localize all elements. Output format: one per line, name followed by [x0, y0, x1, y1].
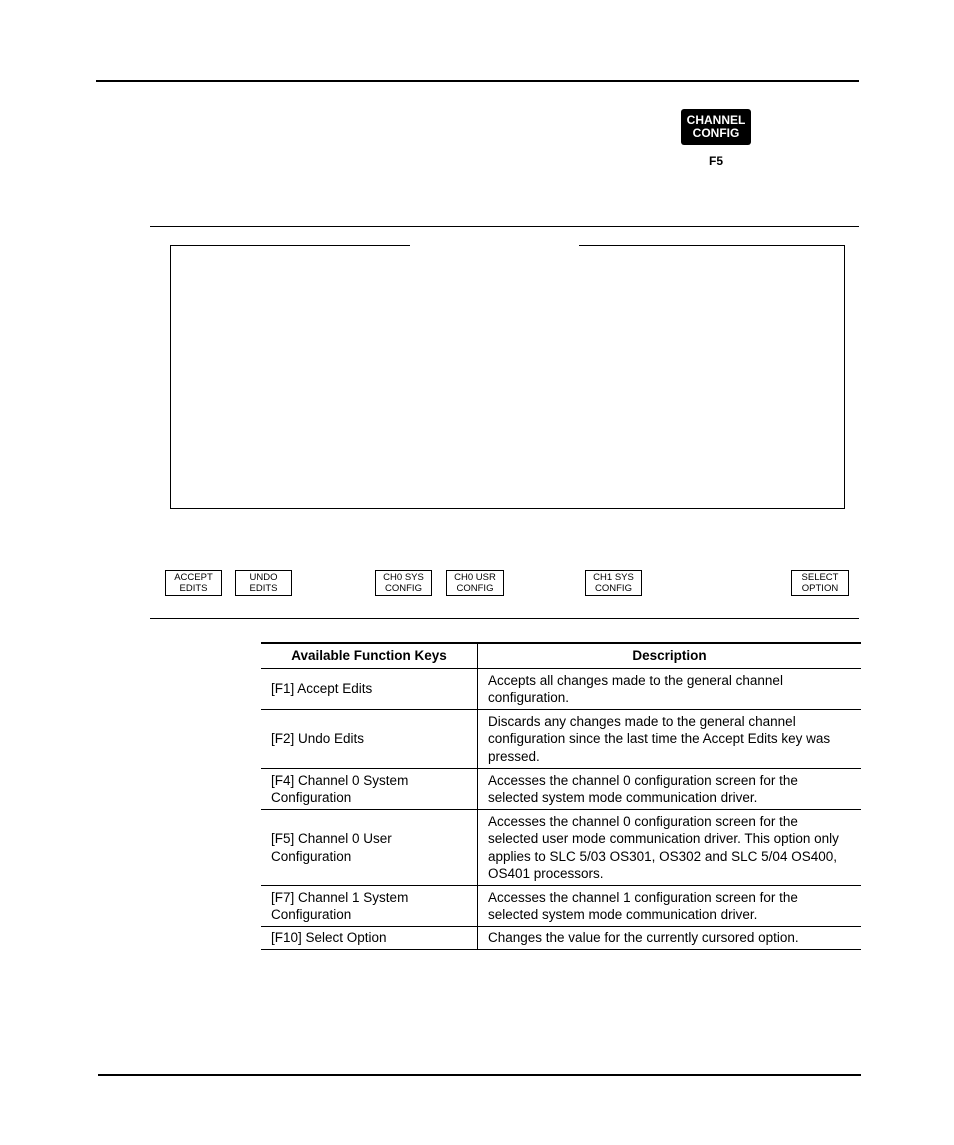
ch0-sys-config-key-line2: CONFIG: [385, 583, 422, 594]
ch1-sys-config-key-line2: CONFIG: [595, 583, 632, 594]
channel-config-key-line2: CONFIG: [692, 126, 740, 140]
description-cell: Accepts all changes made to the general channel configuration.: [478, 669, 862, 710]
description-cell: Accesses the channel 0 configuration screen for the selected user mode communication driver. This option only applies to SLC 5/03 OS301, OS302 and SLC 5/04 OS400, OS401 processors.: [478, 810, 862, 886]
accept-edits-key-line2: EDITS: [179, 583, 208, 594]
screen-top-rule: [150, 226, 859, 227]
table-row: [261, 886, 861, 927]
column-header-keys: Available Function Keys: [261, 643, 478, 669]
accept-edits-key[interactable]: [165, 570, 222, 596]
ch0-sys-config-key[interactable]: [375, 570, 432, 596]
description-cell: Accesses the channel 1 configuration screen for the selected system mode communication driver.: [478, 886, 862, 927]
function-key-cell: [F4] Channel 0 System Configuration: [261, 769, 478, 810]
channel-config-key[interactable]: [681, 109, 751, 145]
table-row: [261, 927, 861, 950]
footer-rule: [98, 1074, 861, 1076]
function-key-cell: [F7] Channel 1 System Configuration: [261, 886, 478, 927]
ch0-sys-config-key-line1: CH0 SYS: [383, 572, 424, 583]
ch0-usr-config-key[interactable]: [446, 570, 504, 596]
description-cell: Changes the value for the currently cursored option.: [478, 927, 862, 950]
screen-title-gap: [410, 243, 579, 248]
channel-config-key-line1: CHANNEL: [686, 113, 746, 127]
column-header-description: Description: [478, 643, 862, 669]
description-cell: Accesses the channel 0 configuration screen for the selected system mode communication driver.: [478, 769, 862, 810]
select-option-key-line2: OPTION: [801, 583, 839, 594]
table-header-row: [261, 643, 861, 669]
undo-edits-key-line1: UNDO: [249, 572, 278, 583]
description-cell: Discards any changes made to the general channel configuration since the last time the Accept Edits key was pressed.: [478, 710, 862, 769]
ch0-usr-config-key-line2: CONFIG: [456, 583, 494, 594]
function-key-cell: [F1] Accept Edits: [261, 669, 478, 710]
function-key-cell: [F2] Undo Edits: [261, 710, 478, 769]
header-rule: [96, 80, 859, 82]
table-row: [261, 710, 861, 769]
function-keys-table: [261, 642, 861, 950]
accept-edits-key-line1: ACCEPT: [174, 572, 213, 583]
table-row: [261, 810, 861, 886]
screen-display-box: [170, 245, 845, 509]
function-key-cell: [F10] Select Option: [261, 927, 478, 950]
select-option-key[interactable]: [791, 570, 849, 596]
table-row: [261, 769, 861, 810]
channel-config-fkey-label: F5: [708, 154, 723, 168]
select-option-key-line1: SELECT: [801, 572, 839, 583]
ch1-sys-config-key[interactable]: [585, 570, 642, 596]
undo-edits-key-line2: EDITS: [249, 583, 278, 594]
ch1-sys-config-key-line1: CH1 SYS: [593, 572, 634, 583]
undo-edits-key[interactable]: [235, 570, 292, 596]
ch0-usr-config-key-line1: CH0 USR: [454, 572, 496, 583]
table-row: [261, 669, 861, 710]
screen-bottom-rule: [150, 618, 859, 619]
function-key-cell: [F5] Channel 0 User Configuration: [261, 810, 478, 886]
